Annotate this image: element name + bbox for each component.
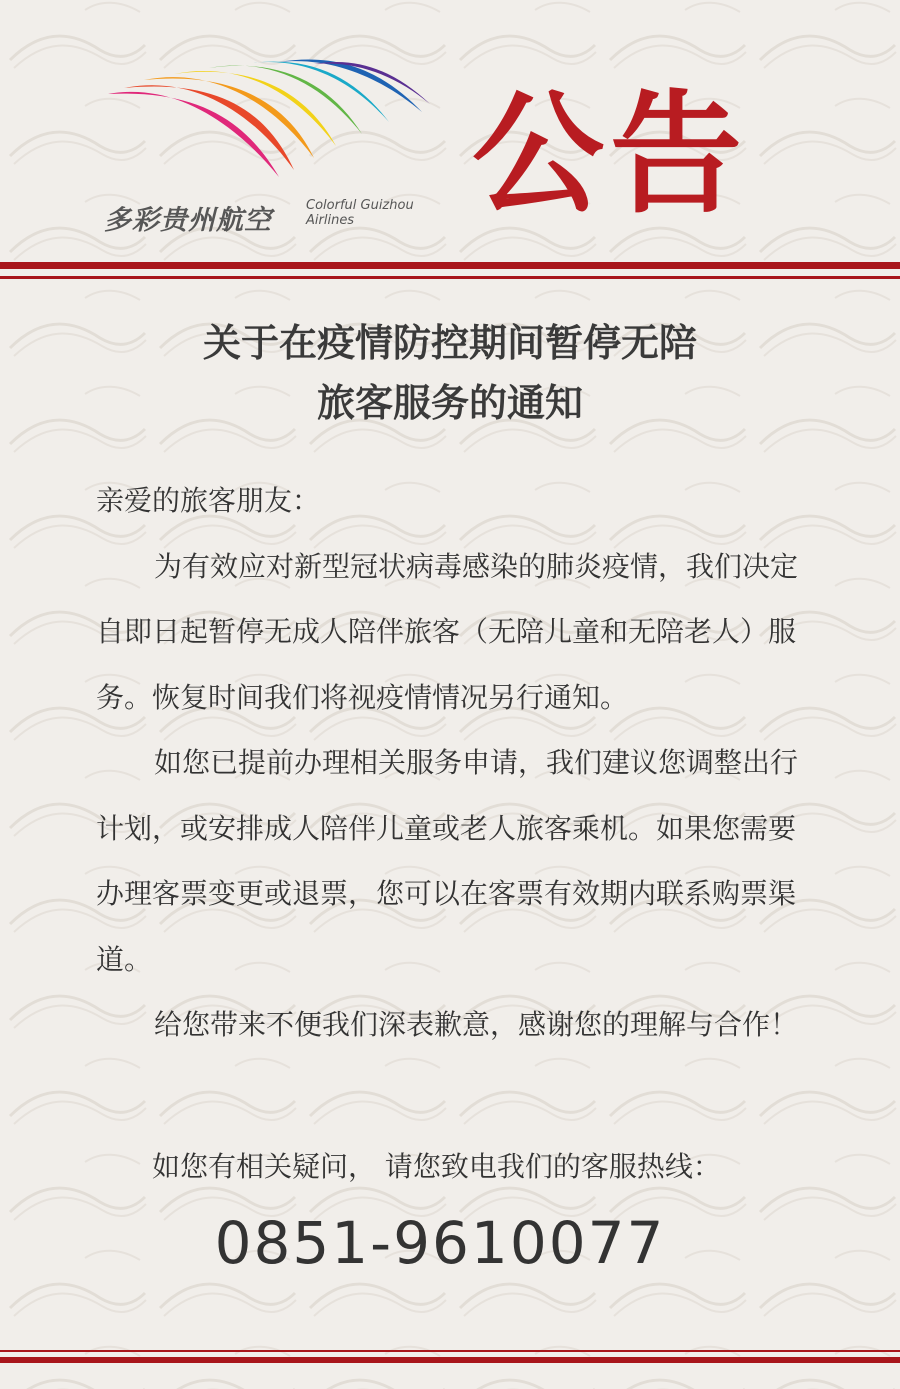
header-rule-thin <box>0 276 900 279</box>
notice-body <box>96 468 802 1058</box>
paragraph-2: 如您已提前办理相关服务申请，我们建议您调整出行计划，或安排成人陪伴儿童或老人旅客乘机。如果您需要办理客票变更或退票，您可以在客票有效期内联系购票渠道。 <box>96 746 799 976</box>
notice-title <box>60 313 840 433</box>
hotline-phone-number: 0851-9610077 <box>214 1209 666 1277</box>
header-rule-thick <box>0 262 900 269</box>
greeting: 亲爱的旅客朋友： <box>96 484 321 517</box>
footer-rule-thin <box>0 1350 900 1352</box>
hotline-label: 如您有相关疑问， 请您致电我们的客服热线： <box>152 1150 721 1183</box>
notice-title-line2: 旅客服务的通知 <box>316 381 583 425</box>
logo-english-name <box>306 198 414 228</box>
logo-english-line1: Colorful Guizhou <box>306 198 414 213</box>
notice-title-line1: 关于在疫情防控期间暂停无陪 <box>202 321 697 365</box>
footer-rule-thick <box>0 1357 900 1363</box>
paragraph-1: 为有效应对新型冠状病毒感染的肺炎疫情，我们决定自即日起暂停无成人陪伴旅客（无陪儿童和无陪老人）服务。恢复时间我们将视疫情情况另行通知。 <box>96 549 799 714</box>
rainbow-wing-icon <box>104 52 434 192</box>
logo-chinese-name: 多彩贵州航空 <box>104 205 272 236</box>
logo-english-line2: Airlines <box>306 213 355 228</box>
paragraph-3: 给您带来不便我们深表歉意，感谢您的理解与合作！ <box>154 1008 799 1041</box>
announcement-banner: 公告 <box>472 78 748 232</box>
airline-logo <box>104 52 434 242</box>
